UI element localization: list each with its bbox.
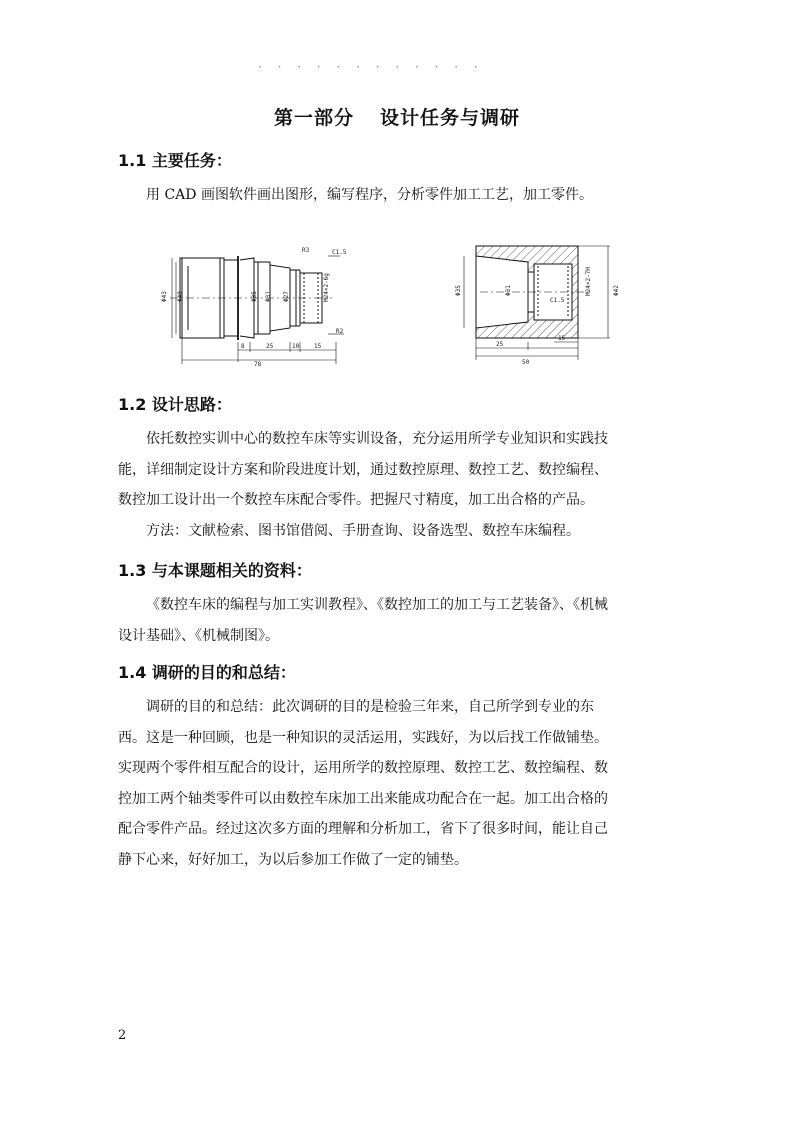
dim-label: R2 — [336, 328, 344, 335]
text-line: 数控加工设计出一个数控车床配合零件。把握尺寸精度，加工出合格的产品。 — [118, 492, 594, 508]
dim-label: 25 — [496, 341, 504, 348]
section-heading-1-1: 1.1 主要任务： — [118, 151, 232, 170]
shaft-drawing-svg — [150, 238, 350, 368]
section-1-3-text — [118, 590, 674, 651]
text-line: 调研的目的和总结：此次调研的目的是检验三年来，自己所学到专业的东 — [146, 699, 594, 715]
page-number: 2 — [118, 1028, 127, 1043]
text-line: 用 CAD 画图软件画出图形，编写程序，分析零件加工工艺，加工零件。 — [146, 187, 593, 203]
page-title — [0, 103, 794, 130]
text-line: 能，详细制定设计方案和阶段进度计划，通过数控原理、数控工艺、数控编程、 — [118, 461, 608, 478]
dim-label: Φ42 — [613, 285, 620, 296]
section-heading-1-4: 1.4 调研的目的和总结： — [118, 663, 296, 682]
dim-label: R3 — [302, 247, 310, 254]
text-line: 静下心来，好好加工，为以后参加工作做了一定的铺垫。 — [118, 851, 468, 868]
shaft-drawing — [150, 238, 350, 368]
dim-label: Φ35 — [455, 285, 462, 296]
section-heading-1-2: 1.2 设计思路： — [118, 395, 232, 414]
dim-label: 8 — [241, 343, 245, 350]
dim-label: Φ31 — [505, 285, 512, 296]
dim-label: Φ43 — [161, 291, 168, 302]
dim-label: 15 — [558, 335, 566, 342]
dim-label: Φ35 — [251, 291, 258, 302]
page-title-name: 设计任务与调研 — [380, 107, 521, 129]
text-line: 配合零件产品。经过这次多方面的理解和分析加工，省下了很多时间，能让自己 — [118, 821, 608, 837]
section-1-2-text — [118, 424, 674, 546]
text-line: 设计基础》、《机械制图》。 — [118, 627, 279, 644]
dim-label: 10 — [292, 343, 300, 350]
dim-label: 78 — [254, 361, 262, 368]
dim-label: Φ31 — [265, 291, 272, 302]
text-line: 西。这是一种回顾，也是一种知识的灵活运用，实践好，为以后找工作做铺垫。 — [118, 729, 608, 746]
dim-label: M24×2-7H — [585, 267, 592, 296]
page-title-part: 第一部分 — [273, 107, 354, 129]
dim-label: C1.5 — [332, 249, 347, 256]
text-line: 控加工两个轴类零件可以由数控车床加工出来能成功配合在一起。加工出合格的 — [118, 790, 608, 807]
dim-label: 15 — [314, 343, 322, 350]
text-line: 《数控车床的编程与加工实训教程》、《数控加工的加工与工艺装备》、《机械 — [146, 597, 608, 613]
dim-label: Φ40 — [177, 291, 184, 302]
scanned-header-text: · · · · · · · · · · · · — [258, 60, 484, 74]
sleeve-drawing — [450, 238, 630, 368]
dim-label: Φ27 — [283, 291, 290, 302]
dim-label: 50 — [522, 359, 530, 366]
section-1-1-text — [118, 180, 674, 211]
dim-label: C1.5 — [550, 297, 565, 304]
section-1-4-text — [118, 692, 674, 875]
dim-label: M24×2-6g — [323, 273, 330, 302]
text-line: 实现两个零件相互配合的设计，运用所学的数控原理、数控工艺、数控编程、数 — [118, 760, 608, 776]
text-line: 依托数控实训中心的数控车床等实训设备，充分运用所学专业知识和实践技 — [146, 431, 608, 447]
dim-label: 25 — [266, 343, 274, 350]
sleeve-drawing-svg — [450, 238, 630, 368]
text-line: 方法：文献检索、图书馆借阅、手册查询、设备选型、数控车床编程。 — [146, 522, 580, 539]
section-heading-1-3: 1.3 与本课题相关的资料： — [118, 561, 312, 580]
